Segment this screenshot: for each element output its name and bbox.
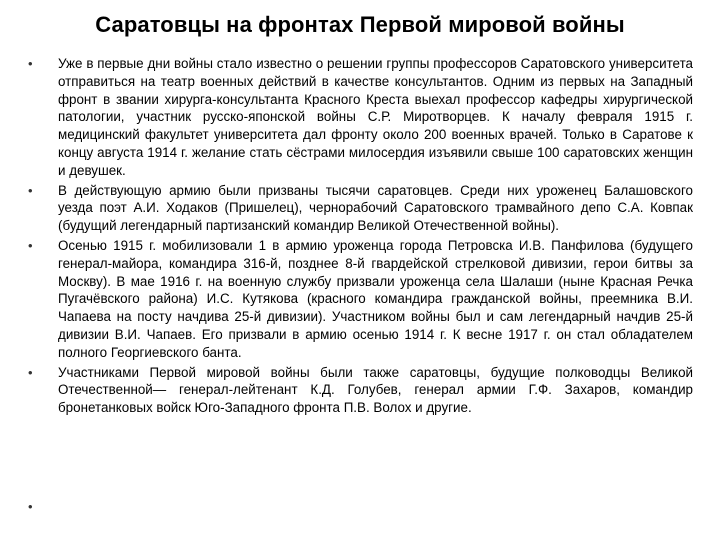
bullet-icon: • — [28, 182, 33, 198]
bullet-text: Участниками Первой мировой войны были также саратовцы, будущие полководцы Великой Отечественной— генерал-лейтенант К.Д. Голубев, генерал армии Г.Ф. Захаров, командир бронетанковых войск Юго-Западного фронта П.В. Волох и другие. — [58, 364, 693, 416]
bullet-icon: • — [28, 364, 33, 380]
bullet-text: Уже в первые дни войны стало известно о решении группы профессоров Саратовского университета отправиться на театр военных действий в качестве консультантов. Одним из первых на Западный фронт в звании хирурга-консультанта Красного Креста выехал профессор кафедры хирургической патологии, участник русско-японской войны С.Р. Миротворцев. К началу февраля 1915 г. медицинский факультет университета дал фронту около 200 военных врачей. Только в Саратове к концу августа 1914 г. желание стать сёстрами милосердия изъявили свыше 100 саратовских женщин и девушек. — [58, 56, 693, 178]
bullet-icon: • — [28, 499, 33, 514]
bullet-item — [25, 364, 693, 417]
bullet-item-empty — [25, 498, 55, 516]
bullet-item — [25, 55, 693, 180]
bullet-text: В действующую армию были призваны тысячи саратовцев. Среди них уроженец Балашовского уезда поэт А.И. Ходаков (Пришелец), чернорабочий Саратовского трамвайного депо С.А. Ковпак (будущий легендарный партизанский командир Великой Отечественной войны). — [58, 182, 693, 234]
bullet-item — [25, 237, 693, 362]
slide-title: Саратовцы на фронтах Первой мировой войны — [95, 12, 625, 37]
bullet-icon: • — [28, 56, 33, 71]
bullet-text: Осенью 1915 г. мобилизовали 1 в армию уроженца города Петровска И.В. Панфилова (будущего генерал-майора, командира 316-й, позднее 8-й гвардейской стрелковой дивизии, герои битвы за Москву). В мае 1916 г. на военную службу призвали уроженца села Шалаши (ныне Красная Речка Пугачёвского района) И.С. Кутякова (красного командира гражданской войны, преемника В.И. Чапаева на посту начдива 25-й дивизии). Участником войны был и сам легендарный начдив 25-й дивизии В.И. Чапаев. Его призвали в армию осенью 1914 г. К весне 1917 г. он стал обладателем полного Георгиевского банта. — [58, 237, 693, 360]
bullet-icon: • — [28, 237, 33, 253]
bullet-list — [25, 55, 693, 419]
bullet-item — [25, 182, 693, 235]
